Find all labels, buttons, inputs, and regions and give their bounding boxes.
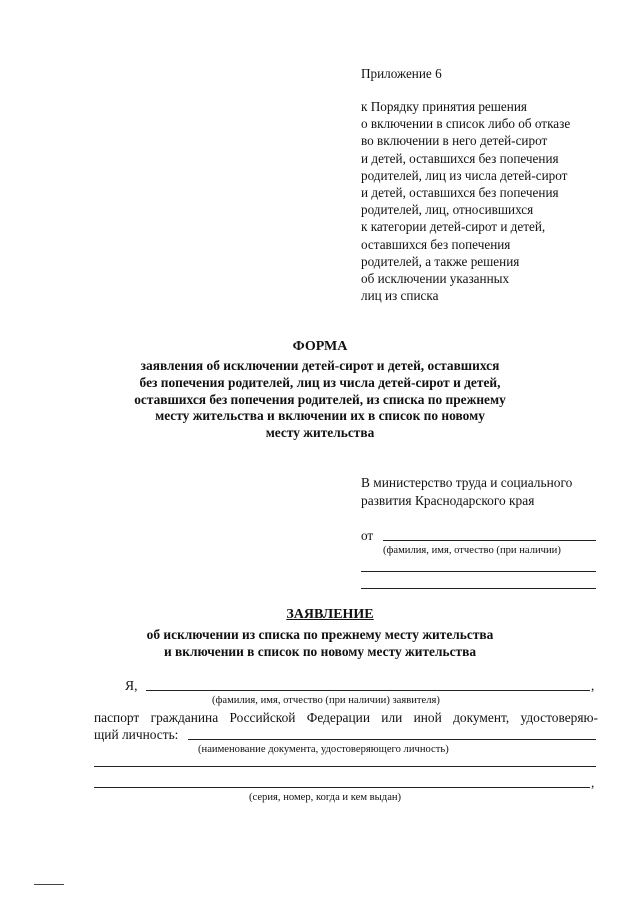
passport-text-line-1: паспорт гражданина Российской Федерации или иной документ, удостоверяю- [94,710,598,725]
addressee-line: В министерство труда и социального [361,475,573,490]
from-name-line [383,540,596,541]
appendix-reference-line: об исключении указанных [361,271,510,287]
addressee-line: развития Краснодарского края [361,493,535,508]
document-name-line [188,739,596,740]
form-subtitle-line: оставшихся без попечения родителей, из списка по прежнему [134,391,506,407]
appendix-reference-line: родителей, а также решения [361,253,520,269]
document-line-comma: , [591,775,595,790]
appendix-reference-line: родителей, лиц из числа детей-сирот [361,167,568,183]
form-subtitle-line: месту жительства и включении их в список по новому [155,408,485,424]
passport-text-line-2: щий личность: [94,727,179,742]
from-label: от [361,528,374,543]
appendix-reference [361,98,570,304]
series-caption: (серия, номер, когда и кем выдан) [249,792,402,803]
from-caption: (фамилия, имя, отчество (при наличии) [383,545,561,556]
appendix-reference-line: к Порядку принятия решения [361,99,527,114]
applicant-name-caption: (фамилия, имя, отчество (при наличии) заявителя) [212,695,440,706]
statement-title: ЗАЯВЛЕНИЕ [286,607,374,622]
appendix-reference-line: о включении в список либо об отказе [361,116,571,132]
document-caption: (наименование документа, удостоверяющего личность) [198,744,449,755]
appendix-reference-line: оставшихся без попечения [361,236,511,252]
appendix-reference-line: родителей, лиц, относившихся [361,202,534,218]
statement-subtitle-line: и включении в список по новому месту жительства [163,643,477,659]
form-subtitle [0,358,640,442]
from-extra-line-2 [361,588,596,589]
statement-subtitle [0,627,640,661]
i-label: Я, [125,678,138,693]
appendix-reference-line: лиц из списка [361,288,439,304]
from-extra-line-1 [361,571,596,572]
document-line-3 [94,787,590,788]
document-line-2 [94,766,596,767]
form-subtitle-line: без попечения родителей, лиц из числа детей-сирот и детей, [139,374,501,390]
addressee-ministry [361,474,572,510]
name-line-comma: , [591,678,595,693]
form-subtitle-line: заявления об исключении детей-сирот и детей, оставшихся [140,358,500,373]
applicant-name-line [146,690,590,691]
appendix-reference-line: во включении в него детей-сирот [361,133,548,149]
appendix-reference-line: и детей, оставшихся без попечения [361,185,559,201]
form-title: ФОРМА [292,339,348,354]
appendix-reference-line: и детей, оставшихся без попечения [361,150,559,166]
form-subtitle-line: месту жительства [265,425,375,441]
statement-subtitle-line: об исключении из списка по прежнему месту жительства [146,627,494,642]
appendix-number: Приложение 6 [361,66,442,81]
footnote-separator [34,884,64,885]
appendix-reference-line: к категории детей-сирот и детей, [361,219,546,235]
